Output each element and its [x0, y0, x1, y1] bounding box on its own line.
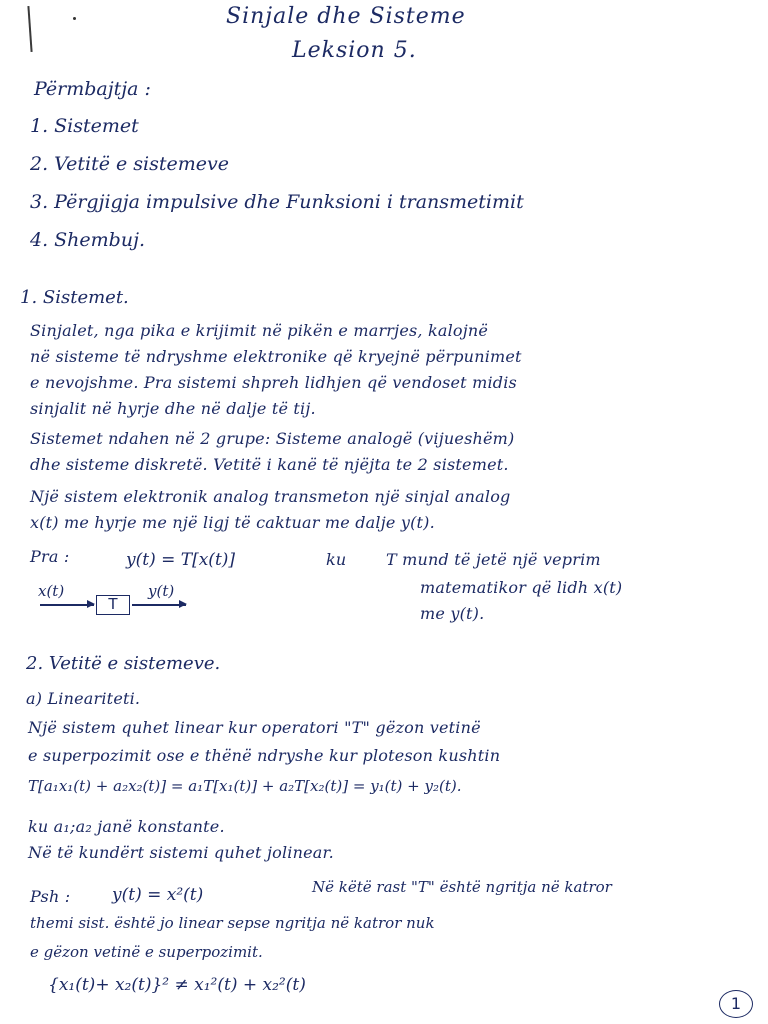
- example-line: Në këtë rast "T" është ngritja në katror: [312, 878, 612, 896]
- paragraph-line: sinjalit në hyrje dhe në dalje të tij.: [30, 399, 316, 418]
- pra-label: Pra :: [30, 547, 70, 566]
- toc-item: 1. Sistemet: [30, 115, 139, 137]
- paragraph-line: Një sistem elektronik analog transmeton një sinjal analog: [30, 487, 511, 506]
- paragraph-line: ku a₁;a₂ janë konstante.: [28, 817, 225, 836]
- paragraph-line: Sinjalet, nga pika e krijimit në pikën e marrjes, kalojnë: [30, 321, 489, 340]
- page-title: Sinjale dhe Sisteme: [226, 4, 466, 29]
- system-equation: y(t) = T[x(t)]: [126, 550, 236, 570]
- system-block: T: [96, 595, 130, 615]
- ink-dot: [73, 17, 76, 20]
- block-diagram: [30, 582, 210, 618]
- diagram-output-label: y(t): [148, 582, 175, 600]
- paragraph-line: Një sistem quhet linear kur operatori "T" gëzon vetinë: [28, 718, 481, 737]
- section-heading: 1. Sistemet.: [20, 287, 129, 308]
- page-number: 1: [719, 990, 753, 1018]
- diagram-input-label: x(t): [38, 582, 65, 600]
- paragraph-line: e nevojshme. Pra sistemi shpreh lidhjen që vendoset midis: [30, 373, 517, 392]
- toc-item: 2. Vetitë e sistemeve: [30, 153, 229, 175]
- paragraph-line: x(t) me hyrje me një ligj të caktuar me dalje y(t).: [30, 513, 435, 532]
- paragraph-line: Në të kundërt sistemi quhet jolinear.: [28, 843, 334, 862]
- example-line: themi sist. është jo linear sepse ngritja në katror nuk: [30, 914, 435, 932]
- linearity-equation: T[a₁x₁(t) + a₂x₂(t)] = a₁T[x₁(t)] + a₂T[x₂(t)] = y₁(t) + y₂(t).: [28, 777, 462, 795]
- toc-heading: Përmbajtja :: [34, 78, 151, 100]
- output-arrow: [132, 604, 186, 606]
- paragraph-line: e superpozimit ose e thënë ndryshe kur ploteson kushtin: [28, 746, 501, 765]
- ku-label: ku: [326, 550, 347, 569]
- paragraph-line: në sisteme të ndryshme elektronike që kryejnë përpunimet: [30, 347, 522, 366]
- example-label: Psh :: [30, 887, 71, 906]
- section-heading: 2. Vetitë e sistemeve.: [26, 653, 221, 674]
- margin-stroke: [27, 6, 32, 52]
- explanation-line: me y(t).: [420, 604, 485, 623]
- toc-item: 3. Përgjigja impulsive dhe Funksioni i transmetimit: [30, 191, 524, 213]
- explanation-line: matematikor që lidh x(t): [420, 578, 623, 597]
- subsection-heading: a) Lineariteti.: [26, 689, 141, 708]
- paragraph-line: Sistemet ndahen në 2 grupe: Sisteme analogë (vijueshëm): [30, 429, 515, 448]
- lesson-number: Leksion 5.: [292, 38, 417, 63]
- example-equation: y(t) = x²(t): [112, 885, 204, 905]
- explanation-line: T mund të jetë një veprim: [386, 550, 601, 569]
- toc-item: 4. Shembuj.: [30, 229, 146, 251]
- paragraph-line: dhe sisteme diskretë. Vetitë i kanë të njëjta te 2 sistemet.: [30, 455, 509, 474]
- input-arrow: [40, 604, 94, 606]
- superposition-inequality: {x₁(t)+ x₂(t)}² ≠ x₁²(t) + x₂²(t): [48, 975, 306, 995]
- example-line: e gëzon vetinë e superpozimit.: [30, 943, 263, 961]
